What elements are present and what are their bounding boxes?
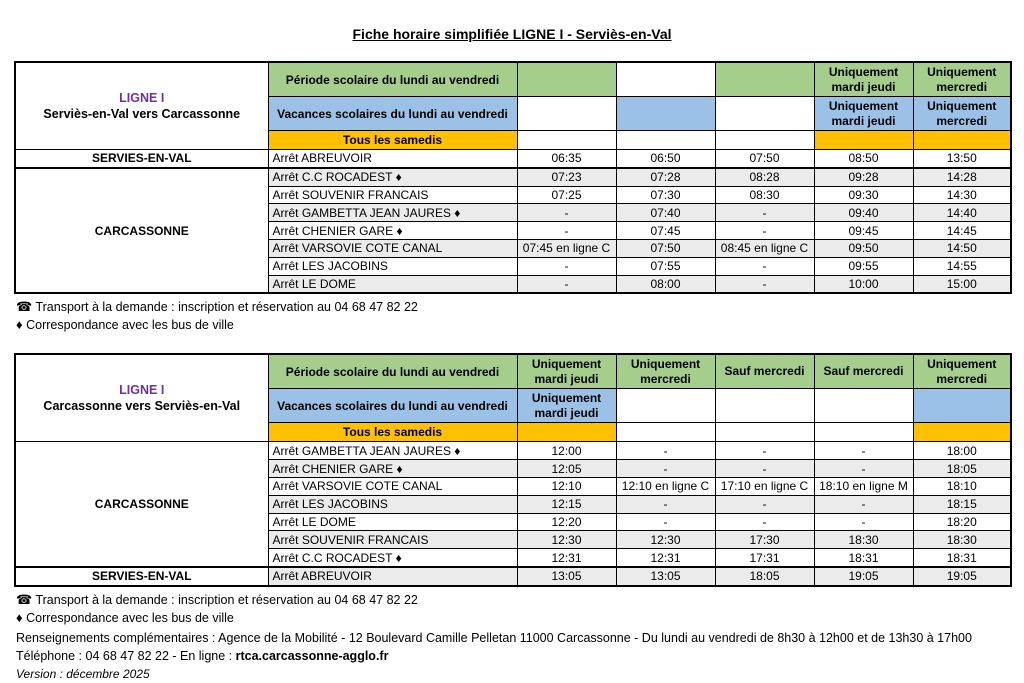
col3-vacances-cell — [715, 389, 814, 423]
time-cell: - — [715, 495, 814, 513]
footnote: ♦ Correspondance avec les bus de ville — [16, 317, 234, 333]
time-cell: 18:31 — [814, 549, 913, 567]
time-cell: 08:30 — [715, 186, 814, 204]
time-cell: 08:28 — [715, 168, 814, 186]
time-cell: - — [517, 204, 616, 222]
time-cell: 15:00 — [913, 275, 1011, 293]
phone-icon: ☎ — [16, 299, 33, 315]
footer-version: Version : décembre 2025 — [16, 666, 150, 681]
time-cell: 18:05 — [913, 460, 1011, 478]
col2-samedi-cell — [616, 131, 715, 150]
time-cell: 07:40 — [616, 204, 715, 222]
footnote: ☎ Transport à la demande : inscription et réservation au 04 68 47 82 22 — [16, 591, 418, 607]
col5-vacances-cell: Uniquement mercredi — [913, 97, 1011, 131]
col2-vacances-cell — [616, 97, 715, 131]
stop-name: Arrêt GAMBETTA JEAN JAURES ♦ — [268, 442, 517, 460]
col2-scolaire-cell: Uniquement mercredi — [616, 354, 715, 389]
time-cell: 18:30 — [814, 531, 913, 549]
time-cell: 09:30 — [814, 186, 913, 204]
time-cell: 18:20 — [913, 513, 1011, 531]
col2-samedi-cell — [616, 423, 715, 442]
time-cell: - — [715, 222, 814, 240]
time-cell: 07:30 — [616, 186, 715, 204]
time-cell: 19:05 — [913, 567, 1011, 586]
time-cell: 08:50 — [814, 150, 913, 168]
col3-samedi-cell — [715, 423, 814, 442]
stop-name: Arrêt LES JACOBINS — [268, 495, 517, 513]
time-cell: 12:30 — [616, 531, 715, 549]
time-cell: 09:45 — [814, 222, 913, 240]
stop-name: Arrêt CHENIER GARE ♦ — [268, 222, 517, 240]
stop-name: Arrêt VARSOVIE COTE CANAL — [268, 239, 517, 257]
time-cell: 09:28 — [814, 168, 913, 186]
stop-name: Arrêt LE DOME — [268, 275, 517, 293]
direction-label: Carcassonne vers Serviès-en-Val — [43, 399, 241, 414]
time-cell: - — [616, 442, 715, 460]
col1-samedi-cell — [517, 131, 616, 150]
footer-contact — [16, 647, 1024, 665]
time-cell: 09:50 — [814, 239, 913, 257]
line-direction-cell — [15, 354, 268, 442]
period-vacances-label: Vacances scolaires du lundi au vendredi — [268, 97, 517, 131]
time-cell: 18:10 — [913, 477, 1011, 495]
col5-scolaire-cell: Uniquement mercredi — [913, 354, 1011, 389]
col2-vacances-cell — [616, 389, 715, 423]
area-label: CARCASSONNE — [15, 442, 268, 567]
footnote: ☎ Transport à la demande : inscription et réservation au 04 68 47 82 22 — [16, 299, 418, 315]
time-cell: 14:28 — [913, 168, 1011, 186]
col1-vacances-cell: Uniquement mardi jeudi — [517, 389, 616, 423]
time-cell: - — [715, 204, 814, 222]
table-block-serviès-vers-carcassonne — [0, 61, 1024, 334]
time-cell: 08:45 en ligne C — [715, 239, 814, 257]
time-cell: - — [616, 513, 715, 531]
footer — [16, 629, 1024, 683]
time-cell: - — [715, 513, 814, 531]
time-cell: 09:55 — [814, 257, 913, 275]
time-cell: - — [814, 513, 913, 531]
col4-vacances-cell — [814, 389, 913, 423]
time-cell: - — [517, 222, 616, 240]
stop-name: Arrêt C.C ROCADEST ♦ — [268, 168, 517, 186]
time-cell: 07:45 — [616, 222, 715, 240]
time-cell: 18:00 — [913, 442, 1011, 460]
time-cell: - — [715, 442, 814, 460]
time-cell: 12:05 — [517, 460, 616, 478]
col4-scolaire-cell: Sauf mercredi — [814, 354, 913, 389]
area-label: SERVIES-EN-VAL — [15, 567, 268, 586]
col1-samedi-cell — [517, 423, 616, 442]
col3-scolaire-cell: Sauf mercredi — [715, 354, 814, 389]
stop-row — [15, 442, 1011, 460]
col4-vacances-cell: Uniquement mardi jeudi — [814, 97, 913, 131]
time-cell: 12:31 — [517, 549, 616, 567]
time-cell: - — [517, 275, 616, 293]
col4-samedi-cell — [814, 131, 913, 150]
period-vacances-label: Vacances scolaires du lundi au vendredi — [268, 389, 517, 423]
time-cell: 13:05 — [616, 567, 715, 586]
col5-samedi-cell — [913, 423, 1011, 442]
time-cell: 06:35 — [517, 150, 616, 168]
time-cell: 09:40 — [814, 204, 913, 222]
stop-row — [15, 150, 1011, 168]
time-cell: 13:05 — [517, 567, 616, 586]
time-cell: 07:50 — [616, 239, 715, 257]
time-cell: - — [715, 275, 814, 293]
footer-website: rtca.carcassonne-agglo.fr — [235, 648, 389, 663]
time-cell: 18:10 en ligne M — [814, 477, 913, 495]
direction-label: Serviès-en-Val vers Carcassonne — [43, 107, 241, 121]
time-cell: - — [517, 257, 616, 275]
time-cell: 14:50 — [913, 239, 1011, 257]
period-scolaire-label: Période scolaire du lundi au vendredi — [268, 354, 517, 389]
time-cell: 12:10 — [517, 477, 616, 495]
area-label: CARCASSONNE — [15, 168, 268, 294]
stop-row — [15, 168, 1011, 186]
diamond-icon: ♦ — [16, 317, 23, 333]
line-direction-cell — [15, 62, 268, 150]
header-row-scolaire — [15, 354, 1011, 389]
period-samedis-label: Tous les samedis — [268, 131, 517, 150]
time-cell: - — [814, 460, 913, 478]
period-samedis-label: Tous les samedis — [268, 423, 517, 442]
stop-name: Arrêt ABREUVOIR — [268, 567, 517, 586]
time-cell: 06:50 — [616, 150, 715, 168]
area-label: SERVIES-EN-VAL — [15, 150, 268, 168]
col4-scolaire-cell: Uniquement mardi jeudi — [814, 62, 913, 97]
page-title: Fiche horaire simplifiée LIGNE I - Serviès-en-Val — [352, 26, 672, 42]
stop-name: Arrêt LE DOME — [268, 513, 517, 531]
period-scolaire-label: Période scolaire du lundi au vendredi — [268, 62, 517, 97]
footnotes — [16, 591, 1024, 627]
time-cell: 10:00 — [814, 275, 913, 293]
stop-name: Arrêt CHENIER GARE ♦ — [268, 460, 517, 478]
time-cell: 07:50 — [715, 150, 814, 168]
header-row-scolaire — [15, 62, 1011, 97]
time-cell: - — [814, 442, 913, 460]
line-label: LIGNE I — [119, 91, 165, 105]
time-cell: 12:31 — [616, 549, 715, 567]
col5-scolaire-cell: Uniquement mercredi — [913, 62, 1011, 97]
time-cell: 14:30 — [913, 186, 1011, 204]
footnotes — [16, 298, 1024, 334]
time-cell: 12:20 — [517, 513, 616, 531]
time-cell: 07:23 — [517, 168, 616, 186]
time-cell: - — [715, 460, 814, 478]
stop-name: Arrêt SOUVENIR FRANCAIS — [268, 186, 517, 204]
col2-scolaire-cell — [616, 62, 715, 97]
footnote: ♦ Correspondance avec les bus de ville — [16, 609, 234, 625]
time-cell: - — [814, 495, 913, 513]
timetable-0 — [14, 61, 1012, 294]
stop-name: Arrêt C.C ROCADEST ♦ — [268, 549, 517, 567]
time-cell: - — [616, 460, 715, 478]
time-cell: 12:00 — [517, 442, 616, 460]
diamond-icon: ♦ — [16, 609, 23, 625]
time-cell: 18:31 — [913, 549, 1011, 567]
footer-info: Renseignements complémentaires : Agence de la Mobilité - 12 Boulevard Camille Pelletan 11000 Carcassonne - Du lundi au vendredi de 8h30 à 12h00 et de 13h30 à 17h00 — [16, 630, 972, 645]
col3-scolaire-cell — [715, 62, 814, 97]
time-cell: 17:31 — [715, 549, 814, 567]
stop-name: Arrêt VARSOVIE COTE CANAL — [268, 477, 517, 495]
time-cell: 12:15 — [517, 495, 616, 513]
time-cell: 17:10 en ligne C — [715, 477, 814, 495]
time-cell: - — [616, 495, 715, 513]
time-cell: 18:30 — [913, 531, 1011, 549]
time-cell: 12:10 en ligne C — [616, 477, 715, 495]
col4-samedi-cell — [814, 423, 913, 442]
stop-name: Arrêt LES JACOBINS — [268, 257, 517, 275]
time-cell: 18:15 — [913, 495, 1011, 513]
time-cell: 14:45 — [913, 222, 1011, 240]
time-cell: - — [715, 257, 814, 275]
time-cell: 13:50 — [913, 150, 1011, 168]
time-cell: 19:05 — [814, 567, 913, 586]
time-cell: 08:00 — [616, 275, 715, 293]
col3-samedi-cell — [715, 131, 814, 150]
time-cell: 14:55 — [913, 257, 1011, 275]
time-cell: 07:45 en ligne C — [517, 239, 616, 257]
time-cell: 07:55 — [616, 257, 715, 275]
col1-scolaire-cell: Uniquement mardi jeudi — [517, 354, 616, 389]
col1-vacances-cell — [517, 97, 616, 131]
stop-name: Arrêt SOUVENIR FRANCAIS — [268, 531, 517, 549]
time-cell: 07:28 — [616, 168, 715, 186]
time-cell: 14:40 — [913, 204, 1011, 222]
footer-contact-text: Téléphone : 04 68 47 82 22 - En ligne : — [16, 648, 236, 663]
time-cell: 12:30 — [517, 531, 616, 549]
timetable-1 — [14, 353, 1012, 586]
time-cell: 17:30 — [715, 531, 814, 549]
time-cell: 07:25 — [517, 186, 616, 204]
phone-icon: ☎ — [16, 591, 33, 607]
col5-vacances-cell — [913, 389, 1011, 423]
table-block-carcassonne-vers-serviès — [0, 353, 1024, 626]
stop-name: Arrêt GAMBETTA JEAN JAURES ♦ — [268, 204, 517, 222]
time-cell: 18:05 — [715, 567, 814, 586]
stop-row — [15, 567, 1011, 586]
col3-vacances-cell — [715, 97, 814, 131]
col5-samedi-cell — [913, 131, 1011, 150]
col1-scolaire-cell — [517, 62, 616, 97]
stop-name: Arrêt ABREUVOIR — [268, 150, 517, 168]
line-label: LIGNE I — [119, 383, 165, 398]
